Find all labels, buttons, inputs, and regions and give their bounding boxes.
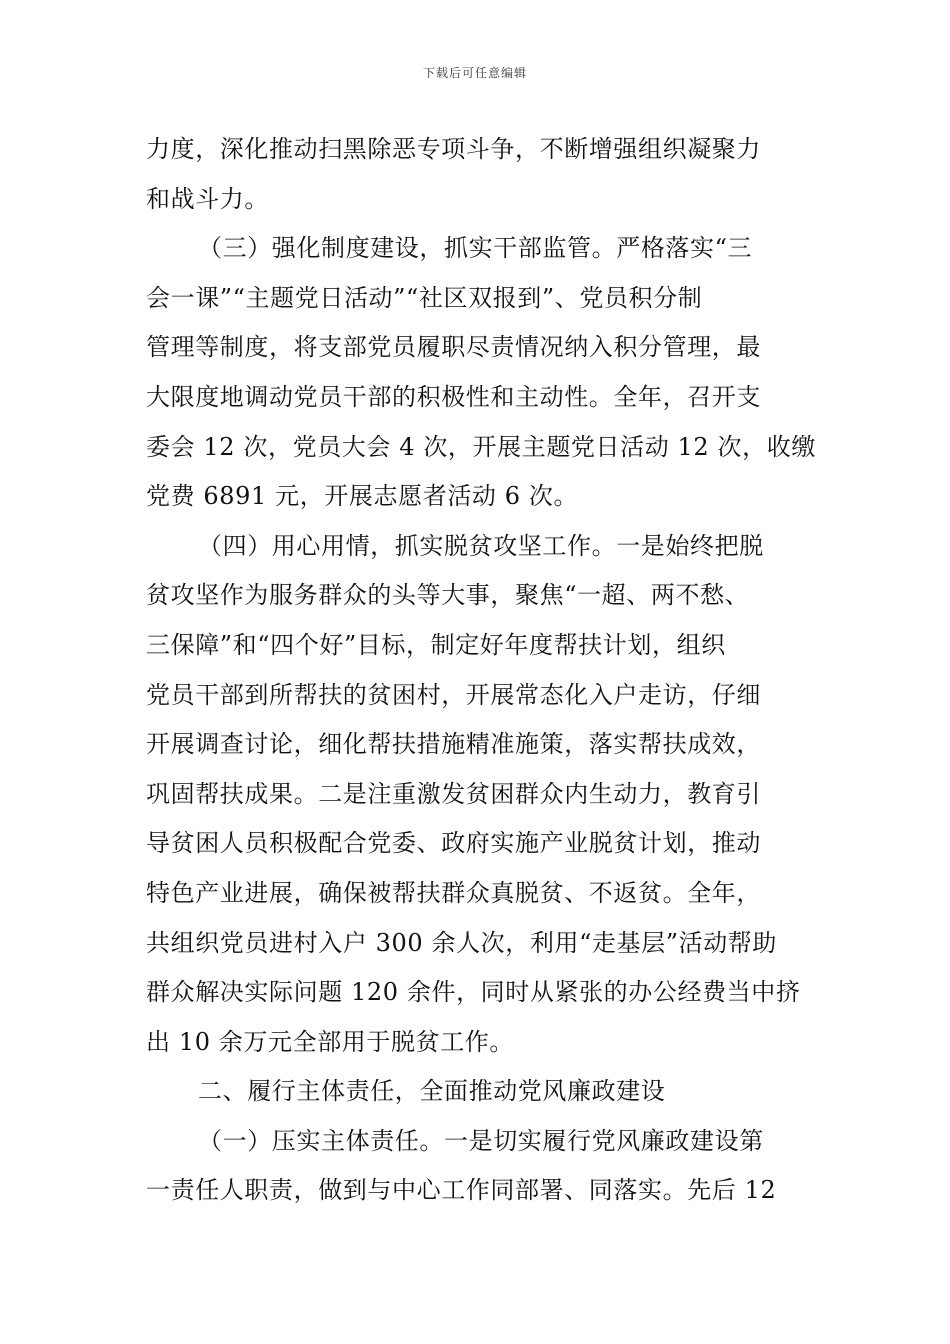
text-line: 共组织党员进村入户 300 余人次，利用“走基层”活动帮助 xyxy=(146,928,778,957)
paragraph-start-line: （三）强化制度建设，抓实干部监管。严格落实“三 xyxy=(198,234,753,263)
text-line: 贫攻坚作为服务群众的头等大事，聚焦“一超、两不愁、 xyxy=(146,581,750,610)
text-line: 管理等制度，将支部党员履职尽责情况纳入积分管理，最 xyxy=(146,333,761,362)
text-line: 特色产业进展，确保被帮扶群众真脱贫、不返贫。全年， xyxy=(146,878,761,907)
text-line: 力度，深化推动扫黑除恶专项斗争，不断增强组织凝聚力 xyxy=(146,135,761,163)
paragraph-start-line: （一）压实主体责任。一是切实履行党风廉政建设第 xyxy=(198,1126,764,1155)
section-heading: 二、履行主体责任，全面推动党风廉政建设 xyxy=(198,1077,666,1106)
text-line: 群众解决实际问题 120 余件，同时从紧张的办公经费当中挤 xyxy=(146,978,801,1007)
paragraph-start-line: （四）用心用情，抓实脱贫攻坚工作。一是始终把脱 xyxy=(198,531,764,560)
text-line: 和战斗力。 xyxy=(146,184,269,213)
text-line: 三保障”和“四个好”目标，制定好年度帮扶计划，组织 xyxy=(146,630,726,659)
text-line: 出 10 余万元全部用于脱贫工作。 xyxy=(146,1027,514,1056)
text-line: 大限度地调动党员干部的积极性和主动性。全年，召开支 xyxy=(146,382,761,411)
text-line: 导贫困人员积极配合党委、政府实施产业脱贫计划，推动 xyxy=(146,829,761,858)
text-line: 开展调查讨论，细化帮扶措施精准施策，落实帮扶成效， xyxy=(146,730,761,759)
page-header-note: 下载后可任意编辑 xyxy=(422,66,527,80)
text-line: 一责任人职责，做到与中心工作同部署、同落实。先后 12 xyxy=(146,1176,777,1205)
text-line: 会一课”“主题党日活动”“社区双报到”、党员积分制 xyxy=(146,283,703,312)
text-line: 党员干部到所帮扶的贫困村，开展常态化入户走访，仔细 xyxy=(146,680,761,709)
text-line: 委会 12 次，党员大会 4 次，开展主题党日活动 12 次，收缴 xyxy=(146,432,816,461)
text-line: 巩固帮扶成果。二是注重激发贫困群众内生动力，教育引 xyxy=(146,779,761,808)
document-body xyxy=(146,125,816,1216)
text-line: 党费 6891 元，开展志愿者活动 6 次。 xyxy=(146,482,579,511)
